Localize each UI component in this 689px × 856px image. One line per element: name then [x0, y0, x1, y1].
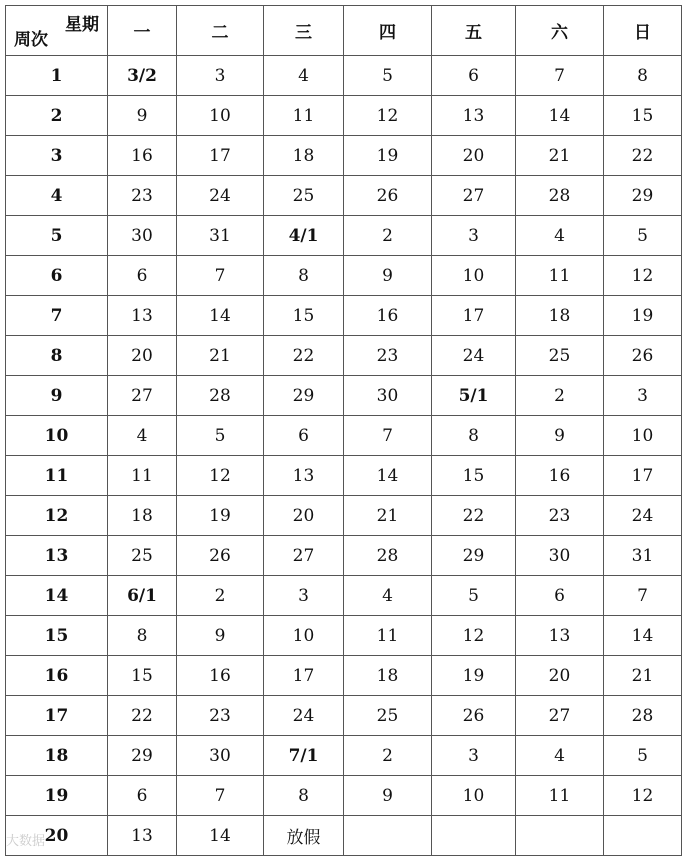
week-number-cell: 9: [6, 376, 108, 416]
date-cell: 26: [177, 536, 264, 576]
weekday-axis-label: 星期: [65, 15, 99, 35]
date-cell: 10: [604, 416, 682, 456]
date-cell: 31: [604, 536, 682, 576]
date-cell: 28: [604, 696, 682, 736]
corner-header-cell: [6, 6, 108, 56]
week-number-cell: 20: [6, 816, 108, 856]
date-cell: 4: [516, 736, 604, 776]
date-cell: 3: [604, 376, 682, 416]
week-row: [6, 176, 682, 216]
date-cell: 7: [516, 56, 604, 96]
date-cell: 2: [344, 736, 432, 776]
date-cell: 13: [264, 456, 344, 496]
semester-calendar-table: [5, 5, 682, 856]
weekday-header-sun: 日: [604, 6, 682, 56]
week-row: [6, 536, 682, 576]
date-cell: 5/1: [432, 376, 516, 416]
date-cell: 14: [604, 616, 682, 656]
date-cell: 2: [344, 216, 432, 256]
date-cell: 23: [108, 176, 177, 216]
date-cell: 16: [177, 656, 264, 696]
date-cell: 11: [344, 616, 432, 656]
date-cell: 21: [604, 656, 682, 696]
date-cell: 3: [177, 56, 264, 96]
week-number-cell: 16: [6, 656, 108, 696]
date-cell: 12: [177, 456, 264, 496]
date-cell: 13: [108, 296, 177, 336]
date-cell: 11: [108, 456, 177, 496]
date-cell: 9: [177, 616, 264, 656]
weekday-header-tue: 二: [177, 6, 264, 56]
date-cell: 6: [264, 416, 344, 456]
date-cell: 18: [344, 656, 432, 696]
week-row: [6, 816, 682, 856]
date-cell: 7: [344, 416, 432, 456]
date-cell: 29: [264, 376, 344, 416]
week-row: [6, 136, 682, 176]
week-number-cell: 6: [6, 256, 108, 296]
date-cell: 10: [264, 616, 344, 656]
date-cell: 15: [604, 96, 682, 136]
date-cell: 17: [177, 136, 264, 176]
date-cell: 22: [264, 336, 344, 376]
weekday-header-sat: 六: [516, 6, 604, 56]
date-cell: 11: [264, 96, 344, 136]
date-cell: 6/1: [108, 576, 177, 616]
date-cell: 4: [108, 416, 177, 456]
date-cell: 3: [432, 736, 516, 776]
date-cell: 4: [516, 216, 604, 256]
date-cell: 24: [604, 496, 682, 536]
week-row: [6, 616, 682, 656]
date-cell: 10: [177, 96, 264, 136]
date-cell: 6: [108, 256, 177, 296]
week-number-cell: 18: [6, 736, 108, 776]
date-cell: 7: [604, 576, 682, 616]
date-cell: [516, 816, 604, 856]
week-number-cell: 19: [6, 776, 108, 816]
date-cell: 14: [344, 456, 432, 496]
date-cell: 29: [604, 176, 682, 216]
date-cell: 17: [604, 456, 682, 496]
date-cell: 16: [344, 296, 432, 336]
date-cell: 8: [604, 56, 682, 96]
week-number-cell: 8: [6, 336, 108, 376]
date-cell: 29: [432, 536, 516, 576]
date-cell: 21: [344, 496, 432, 536]
date-cell: 21: [177, 336, 264, 376]
date-cell: 15: [264, 296, 344, 336]
date-cell: 8: [264, 776, 344, 816]
date-cell: 8: [108, 616, 177, 656]
date-cell: 20: [108, 336, 177, 376]
date-cell: 22: [108, 696, 177, 736]
date-cell: 28: [516, 176, 604, 216]
date-cell: 15: [432, 456, 516, 496]
week-row: [6, 776, 682, 816]
date-cell: 15: [108, 656, 177, 696]
week-row: [6, 736, 682, 776]
weekday-header-thu: 四: [344, 6, 432, 56]
week-row: [6, 216, 682, 256]
date-cell: 31: [177, 216, 264, 256]
week-number-cell: 13: [6, 536, 108, 576]
date-cell: 3: [264, 576, 344, 616]
date-cell: 17: [264, 656, 344, 696]
date-cell: 5: [344, 56, 432, 96]
date-cell: 9: [516, 416, 604, 456]
date-cell: 24: [177, 176, 264, 216]
week-number-cell: 14: [6, 576, 108, 616]
watermark-text: 大数据: [6, 834, 46, 849]
date-cell: 7: [177, 776, 264, 816]
date-cell: 5: [604, 216, 682, 256]
date-cell: 19: [432, 656, 516, 696]
date-cell: 6: [516, 576, 604, 616]
date-cell: 19: [177, 496, 264, 536]
week-row: [6, 256, 682, 296]
date-cell: 6: [108, 776, 177, 816]
date-cell: 28: [344, 536, 432, 576]
date-cell: 30: [344, 376, 432, 416]
date-cell: 30: [177, 736, 264, 776]
date-cell: 16: [108, 136, 177, 176]
week-row: [6, 376, 682, 416]
date-cell: 4/1: [264, 216, 344, 256]
date-cell: 7/1: [264, 736, 344, 776]
week-row: [6, 96, 682, 136]
week-axis-label: 周次: [14, 30, 48, 50]
week-row: [6, 336, 682, 376]
date-cell: 25: [344, 696, 432, 736]
weekday-header-fri: 五: [432, 6, 516, 56]
date-cell: 7: [177, 256, 264, 296]
date-cell: 5: [432, 576, 516, 616]
date-cell: 25: [516, 336, 604, 376]
date-cell: 12: [432, 616, 516, 656]
date-cell: 17: [432, 296, 516, 336]
date-cell: 26: [344, 176, 432, 216]
date-cell: 11: [516, 776, 604, 816]
date-cell: [604, 816, 682, 856]
date-cell: 23: [177, 696, 264, 736]
date-cell: 18: [108, 496, 177, 536]
date-cell: 23: [344, 336, 432, 376]
date-cell: 25: [108, 536, 177, 576]
date-cell: 5: [604, 736, 682, 776]
week-row: [6, 656, 682, 696]
date-cell: 5: [177, 416, 264, 456]
date-cell: 20: [516, 656, 604, 696]
date-cell: 14: [177, 816, 264, 856]
week-row: [6, 456, 682, 496]
date-cell: 14: [516, 96, 604, 136]
week-row: [6, 416, 682, 456]
date-cell: 13: [432, 96, 516, 136]
week-number-cell: 17: [6, 696, 108, 736]
week-number-cell: 5: [6, 216, 108, 256]
date-cell: 20: [432, 136, 516, 176]
date-cell: 27: [108, 376, 177, 416]
week-number-cell: 11: [6, 456, 108, 496]
date-cell: 29: [108, 736, 177, 776]
date-cell: 10: [432, 776, 516, 816]
date-cell: 16: [516, 456, 604, 496]
date-cell: 30: [108, 216, 177, 256]
date-cell: 18: [264, 136, 344, 176]
date-cell: 18: [516, 296, 604, 336]
date-cell: 12: [604, 256, 682, 296]
weekday-header-mon: 一: [108, 6, 177, 56]
week-row: [6, 576, 682, 616]
date-cell: 30: [516, 536, 604, 576]
date-cell: 2: [177, 576, 264, 616]
date-cell: 24: [432, 336, 516, 376]
date-cell: 27: [516, 696, 604, 736]
date-cell: 放假: [264, 816, 344, 856]
date-cell: 3: [432, 216, 516, 256]
date-cell: [432, 816, 516, 856]
date-cell: 13: [108, 816, 177, 856]
week-number-cell: 3: [6, 136, 108, 176]
date-cell: 4: [264, 56, 344, 96]
header-row: [6, 6, 682, 56]
date-cell: 25: [264, 176, 344, 216]
date-cell: 6: [432, 56, 516, 96]
week-number-cell: 4: [6, 176, 108, 216]
date-cell: 13: [516, 616, 604, 656]
week-number-cell: 12: [6, 496, 108, 536]
week-row: [6, 696, 682, 736]
date-cell: 21: [516, 136, 604, 176]
date-cell: 14: [177, 296, 264, 336]
date-cell: 27: [264, 536, 344, 576]
week-number-cell: 1: [6, 56, 108, 96]
date-cell: 9: [344, 256, 432, 296]
date-cell: 19: [344, 136, 432, 176]
date-cell: [344, 816, 432, 856]
date-cell: 4: [344, 576, 432, 616]
date-cell: 10: [432, 256, 516, 296]
date-cell: 20: [264, 496, 344, 536]
week-row: [6, 496, 682, 536]
week-row: [6, 296, 682, 336]
date-cell: 26: [604, 336, 682, 376]
date-cell: 11: [516, 256, 604, 296]
week-number-cell: 10: [6, 416, 108, 456]
calendar-body: [6, 6, 682, 856]
week-number-cell: 7: [6, 296, 108, 336]
date-cell: 12: [344, 96, 432, 136]
weekday-header-wed: 三: [264, 6, 344, 56]
date-cell: 9: [344, 776, 432, 816]
week-number-cell: 15: [6, 616, 108, 656]
date-cell: 27: [432, 176, 516, 216]
week-row: [6, 56, 682, 96]
date-cell: 9: [108, 96, 177, 136]
date-cell: 28: [177, 376, 264, 416]
date-cell: 8: [264, 256, 344, 296]
date-cell: 23: [516, 496, 604, 536]
date-cell: 2: [516, 376, 604, 416]
date-cell: 22: [432, 496, 516, 536]
date-cell: 12: [604, 776, 682, 816]
date-cell: 24: [264, 696, 344, 736]
date-cell: 19: [604, 296, 682, 336]
date-cell: 8: [432, 416, 516, 456]
date-cell: 22: [604, 136, 682, 176]
date-cell: 3/2: [108, 56, 177, 96]
date-cell: 26: [432, 696, 516, 736]
week-number-cell: 2: [6, 96, 108, 136]
